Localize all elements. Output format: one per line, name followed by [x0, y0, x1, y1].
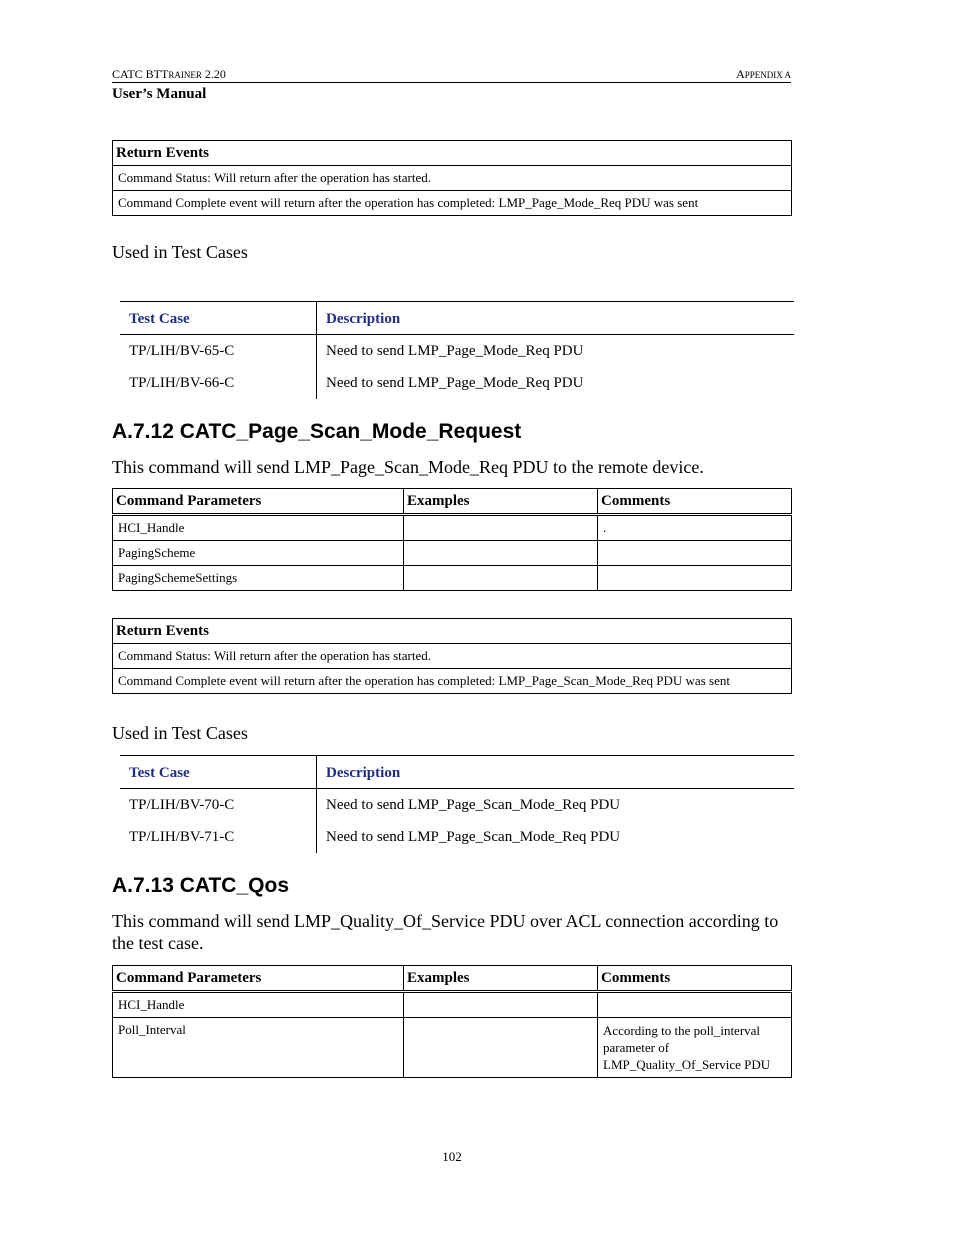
test-case-header: Test Case [120, 756, 317, 789]
description-header: Description [317, 756, 795, 789]
running-header-subtitle: User’s Manual [112, 86, 207, 102]
section-intro-a713: This command will send LMP_Quality_Of_Service PDU over ACL connection according to the test case. [112, 911, 779, 953]
section-intro-a712: This command will send LMP_Page_Scan_Mode_Req PDU to the remote device. [112, 457, 704, 477]
description-header: Description [317, 302, 795, 335]
test-cases-table [120, 755, 794, 853]
parameter-comment [598, 541, 792, 566]
table-row [120, 789, 794, 822]
running-header-product: CATC BTTRAINER 2.20 [112, 67, 226, 81]
command-parameters-table [112, 965, 792, 1078]
section-heading-a713: A.7.13 CATC_Qos [112, 874, 289, 897]
test-case-id: TP/LIH/BV-65-C [120, 335, 317, 368]
parameter-example [404, 541, 598, 566]
examples-header: Examples [404, 966, 598, 992]
comments-header: Comments [598, 489, 792, 515]
return-event-row: Command Status: Will return after the operation has started. [113, 166, 792, 191]
parameter-name: Poll_Interval [113, 1018, 404, 1078]
parameter-example [404, 515, 598, 541]
comments-header: Comments [598, 966, 792, 992]
section-heading-a712: A.7.12 CATC_Page_Scan_Mode_Request [112, 420, 522, 443]
table-row [113, 515, 792, 541]
examples-header: Examples [404, 489, 598, 515]
parameter-name: HCI_Handle [113, 992, 404, 1018]
test-case-description: Need to send LMP_Page_Mode_Req PDU [326, 343, 584, 359]
page-number: 102 [442, 1149, 462, 1164]
table-row [120, 335, 794, 368]
table-row [113, 1018, 792, 1078]
parameter-name: PagingSchemeSettings [113, 566, 404, 591]
used-in-test-cases-label: Used in Test Cases [112, 242, 248, 262]
parameter-comment: According to the poll_interval parameter of LMP_Quality_Of_Service PDU [598, 1018, 792, 1078]
test-cases-table [120, 301, 794, 399]
test-case-id: TP/LIH/BV-70-C [120, 789, 317, 822]
command-parameters-header: Command Parameters [113, 489, 404, 515]
parameter-name: PagingScheme [113, 541, 404, 566]
return-events-title: Return Events [113, 619, 792, 644]
test-case-header: Test Case [120, 302, 317, 335]
table-row [120, 821, 794, 853]
test-case-description: Need to send LMP_Page_Scan_Mode_Req PDU [326, 797, 621, 813]
test-case-id: TP/LIH/BV-71-C [120, 821, 317, 853]
return-event-row: Command Status: Will return after the operation has started. [113, 644, 792, 669]
table-row [113, 992, 792, 1018]
parameter-comment [598, 566, 792, 591]
test-case-description: Need to send LMP_Page_Scan_Mode_Req PDU [326, 829, 621, 845]
command-parameters-header: Command Parameters [113, 966, 404, 992]
test-case-id: TP/LIH/BV-66-C [120, 367, 317, 399]
used-in-test-cases-label: Used in Test Cases [112, 723, 248, 743]
return-event-row: Command Complete event will return after the operation has completed: LMP_Page_Scan_Mode_Req PDU was sent [113, 669, 792, 694]
parameter-comment: . [598, 515, 792, 541]
return-events-table [112, 140, 792, 216]
parameter-example [404, 1018, 598, 1078]
return-event-row: Command Complete event will return after the operation has completed: LMP_Page_Mode_Req PDU was sent [113, 191, 792, 216]
table-row [120, 367, 794, 399]
header-rule [112, 82, 791, 83]
test-case-description: Need to send LMP_Page_Mode_Req PDU [326, 375, 584, 391]
parameter-comment [598, 992, 792, 1018]
table-row [113, 566, 792, 591]
parameter-example [404, 992, 598, 1018]
return-events-title: Return Events [113, 141, 792, 166]
table-row [113, 541, 792, 566]
command-parameters-table [112, 488, 792, 591]
parameter-name: HCI_Handle [113, 515, 404, 541]
running-header-appendix: APPENDIX A [736, 67, 791, 81]
return-events-table [112, 618, 792, 694]
parameter-example [404, 566, 598, 591]
